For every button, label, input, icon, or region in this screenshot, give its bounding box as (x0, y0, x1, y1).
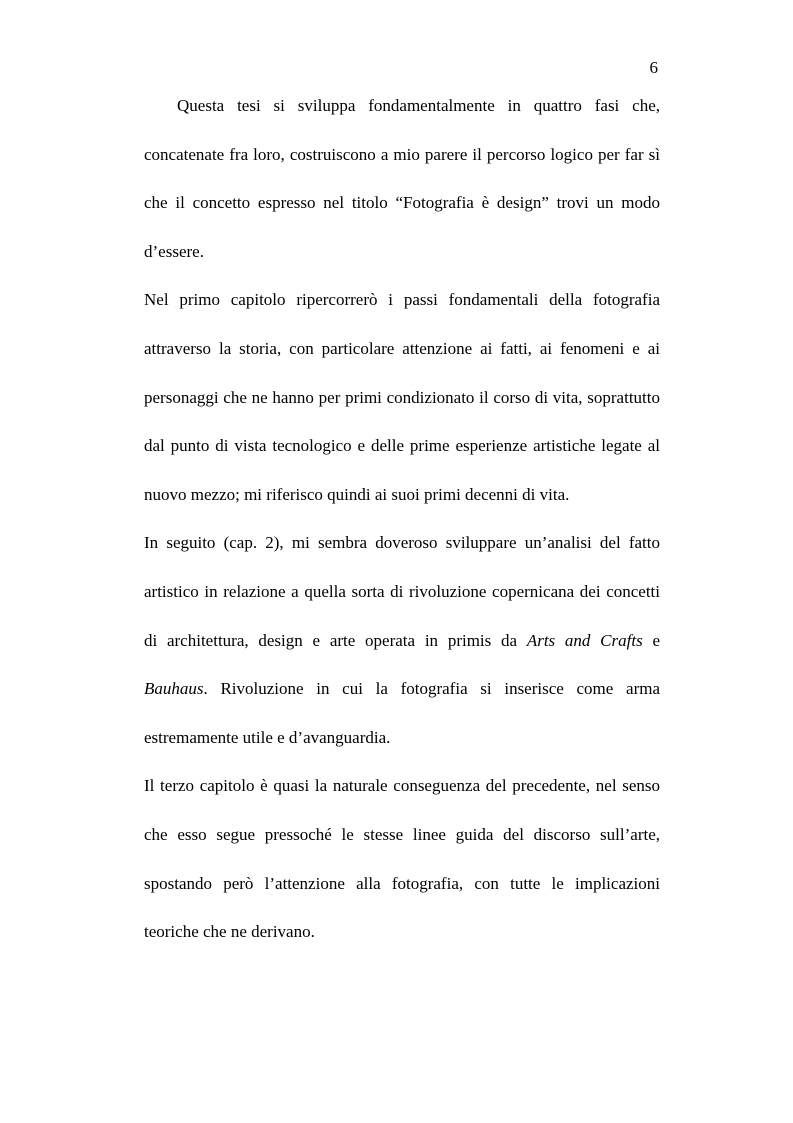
paragraph-chapter-2 (144, 519, 660, 762)
paragraph-text: Il terzo capitolo è quasi la naturale conseguenza del precedente, nel senso che esso segue pressoché le stesse linee guida del discorso sull’arte, spostando però l’attenzione alla fotografia, con tutte le implicazioni teoriche che ne derivano. (144, 776, 660, 942)
paragraph-chapter-1 (144, 276, 660, 519)
page-number: 6 (649, 58, 658, 77)
italic-term-arts-and-crafts: Arts and Crafts (526, 630, 643, 650)
paragraph-intro (144, 82, 660, 276)
paragraph-text: . Rivoluzione in cui la fotografia si inserisce come arma estremamente utile e d’avanguardia. (144, 679, 660, 747)
body-text (144, 82, 660, 957)
paragraph-chapter-3 (144, 762, 660, 956)
paragraph-text: Questa tesi si sviluppa fondamentalmente in quattro fasi che, concatenate fra loro, costruiscono a mio parere il percorso logico per far sì che il concetto espresso nel titolo “Fotografia è design” trovi un modo d’essere. (144, 96, 660, 261)
italic-term-bauhaus: Bauhaus (144, 679, 204, 699)
paragraph-text: e (642, 630, 661, 650)
paragraph-text: Nel primo capitolo ripercorrerò i passi fondamentali della fotografia attraverso la storia, con particolare attenzione ai fatti, ai fenomeni e ai personaggi che ne hanno per primi condizionato il corso di vita, soprattutto dal punto di vista tecnologico e delle prime esperienze artistiche legate al nuovo mezzo; mi riferisco quindi ai suoi primi decenni di vita. (144, 290, 660, 504)
paragraph-text: In seguito (cap. 2), mi sembra doveroso sviluppare un’analisi del fatto artistico in relazione a quella sorta di rivoluzione copernicana dei concetti di architettura, design e arte operata in primis da (144, 533, 660, 650)
